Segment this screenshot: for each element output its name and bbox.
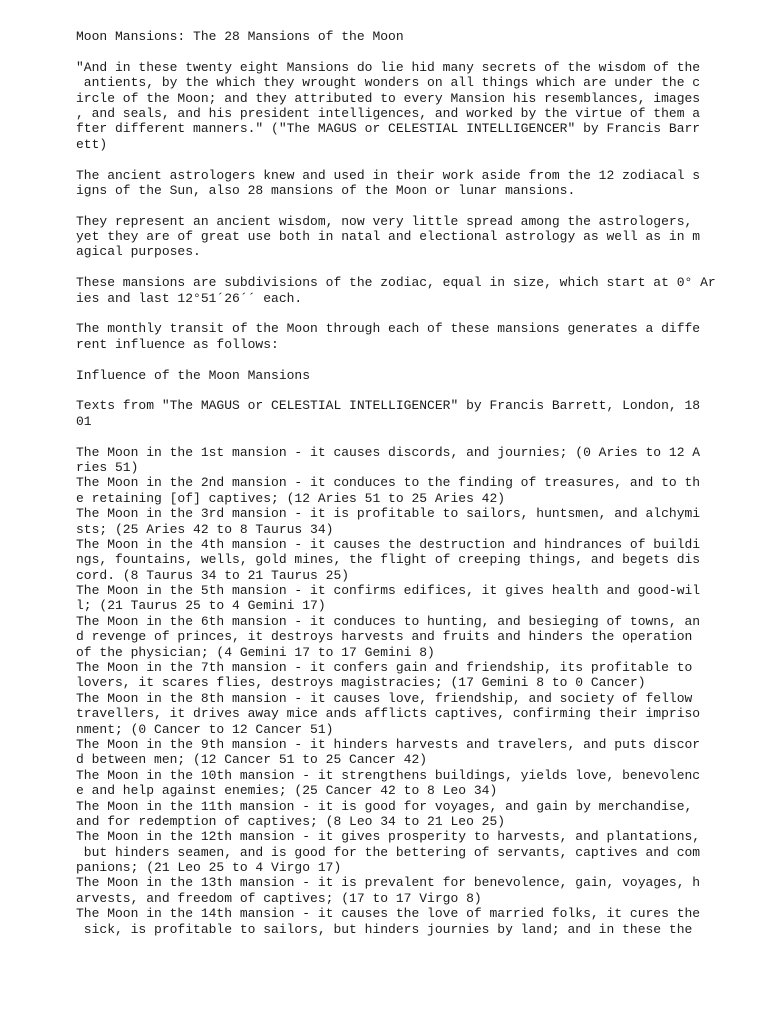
text-line: sts; (25 Aries 42 to 8 Taurus 34) xyxy=(76,521,334,537)
text-line: ies and last 12°51´26´´ each. xyxy=(76,290,303,306)
text-line: l; (21 Taurus 25 to 4 Gemini 17) xyxy=(76,598,326,614)
text-line: "And in these twenty eight Mansions do lie hid many secrets of the wisdom of the xyxy=(76,59,701,75)
blank-line xyxy=(76,260,696,275)
text-line: Texts from "The MAGUS or CELESTIAL INTELLIGENCER" by Francis Barrett, London, 18 xyxy=(76,398,701,414)
text-line: agical purposes. xyxy=(76,244,201,260)
text-line: The Moon in the 9th mansion - it hinders harvests and travelers, and puts discor xyxy=(76,736,701,752)
text-line: rent influence as follows: xyxy=(76,336,279,352)
text-line: nment; (0 Cancer to 12 Cancer 51) xyxy=(76,721,334,737)
text-line: The Moon in the 13th mansion - it is prevalent for benevolence, gain, voyages, h xyxy=(76,875,701,891)
text-line: They represent an ancient wisdom, now very little spread among the astrologers, xyxy=(76,213,693,229)
text-line: ngs, fountains, wells, gold mines, the flight of creeping things, and begets dis xyxy=(76,552,701,568)
text-line: cord. (8 Taurus 34 to 21 Taurus 25) xyxy=(76,567,350,583)
text-line: antients, by the which they wrought wonders on all things which are under the c xyxy=(76,75,701,91)
paragraph xyxy=(76,275,716,306)
blank-line xyxy=(76,383,696,398)
paragraph xyxy=(76,398,701,429)
text-line: d revenge of princes, it destroys harvests and fruits and hinders the operation xyxy=(76,629,693,645)
document-paragraphs xyxy=(76,59,716,937)
blank-line xyxy=(76,198,696,213)
blank-line xyxy=(76,352,696,367)
text-line: The Moon in the 6th mansion - it conduces to hunting, and besieging of towns, an xyxy=(76,613,701,629)
text-line: ett) xyxy=(76,136,108,152)
text-line: and for redemption of captives; (8 Leo 34 to 21 Leo 25) xyxy=(76,813,506,829)
text-line: The Moon in the 10th mansion - it strengthens buildings, yields love, benevolenc xyxy=(76,767,701,783)
text-line: The Moon in the 11th mansion - it is good for voyages, and gain by merchandise, xyxy=(76,798,693,814)
text-line: The ancient astrologers knew and used in their work aside from the 12 zodiacal s xyxy=(76,167,701,183)
paragraph xyxy=(76,444,701,938)
paragraph xyxy=(76,59,701,152)
text-line: sick, is profitable to sailors, but hinders journies by land; and in these the xyxy=(76,921,693,937)
text-line: but hinders seamen, and is good for the bettering of servants, captives and com xyxy=(76,844,701,860)
text-line: These mansions are subdivisions of the zodiac, equal in size, which start at 0° Ar xyxy=(76,275,716,291)
text-line: The monthly transit of the Moon through each of these mansions generates a diffe xyxy=(76,321,701,337)
text-line: e retaining [of] captives; (12 Aries 51 to 25 Aries 42) xyxy=(76,490,506,506)
text-line: ries 51) xyxy=(76,459,139,475)
document-title: Moon Mansions: The 28 Mansions of the Moon xyxy=(76,29,404,44)
text-line: , and seals, and his president intelligences, and worked by the virtue of them a xyxy=(76,105,701,121)
text-line: The Moon in the 5th mansion - it confirms edifices, it gives health and good-wil xyxy=(76,583,701,599)
document-body xyxy=(76,29,716,937)
text-line: igns of the Sun, also 28 mansions of the Moon or lunar mansions. xyxy=(76,182,576,198)
text-line: fter different manners." ("The MAGUS or CELESTIAL INTELLIGENCER" by Francis Barr xyxy=(76,121,701,137)
text-line: travellers, it drives away mice ands afflicts captives, confirming their impriso xyxy=(76,706,701,722)
text-line: The Moon in the 7th mansion - it confers gain and friendship, its profitable to xyxy=(76,660,693,676)
paragraph xyxy=(76,213,701,260)
text-line: arvests, and freedom of captives; (17 to 17 Virgo 8) xyxy=(76,890,482,906)
blank-line xyxy=(76,44,696,59)
paragraph xyxy=(76,321,701,352)
text-line: ircle of the Moon; and they attributed to every Mansion his resemblances, images xyxy=(76,90,701,106)
paragraph xyxy=(76,167,701,199)
text-line: Influence of the Moon Mansions xyxy=(76,367,311,383)
text-line: The Moon in the 14th mansion - it causes the love of married folks, it cures the xyxy=(76,906,701,922)
text-line: 01 xyxy=(76,413,92,429)
text-line: The Moon in the 2nd mansion - it conduces to the finding of treasures, and to th xyxy=(76,475,701,491)
text-line: e and help against enemies; (25 Cancer 42 to 8 Leo 34) xyxy=(76,783,498,799)
paragraph xyxy=(76,368,696,383)
blank-line xyxy=(76,152,696,167)
text-line: The Moon in the 1st mansion - it causes discords, and journies; (0 Aries to 12 A xyxy=(76,444,701,460)
text-line: The Moon in the 4th mansion - it causes the destruction and hindrances of buildi xyxy=(76,536,701,552)
text-line: of the physician; (4 Gemini 17 to 17 Gemini 8) xyxy=(76,644,435,660)
text-line: panions; (21 Leo 25 to 4 Virgo 17) xyxy=(76,860,342,876)
blank-line xyxy=(76,306,696,321)
blank-line xyxy=(76,429,696,444)
text-line: The Moon in the 12th mansion - it gives prosperity to harvests, and plantations, xyxy=(76,829,701,845)
text-line: d between men; (12 Cancer 51 to 25 Cancer 42) xyxy=(76,752,428,768)
text-line: The Moon in the 8th mansion - it causes love, friendship, and society of fellow xyxy=(76,690,693,706)
text-line: yet they are of great use both in natal and electional astrology as well as in m xyxy=(76,229,701,245)
text-line: lovers, it scares flies, destroys magistracies; (17 Gemini 8 to 0 Cancer) xyxy=(76,675,646,691)
text-line: The Moon in the 3rd mansion - it is profitable to sailors, huntsmen, and alchymi xyxy=(76,506,701,522)
